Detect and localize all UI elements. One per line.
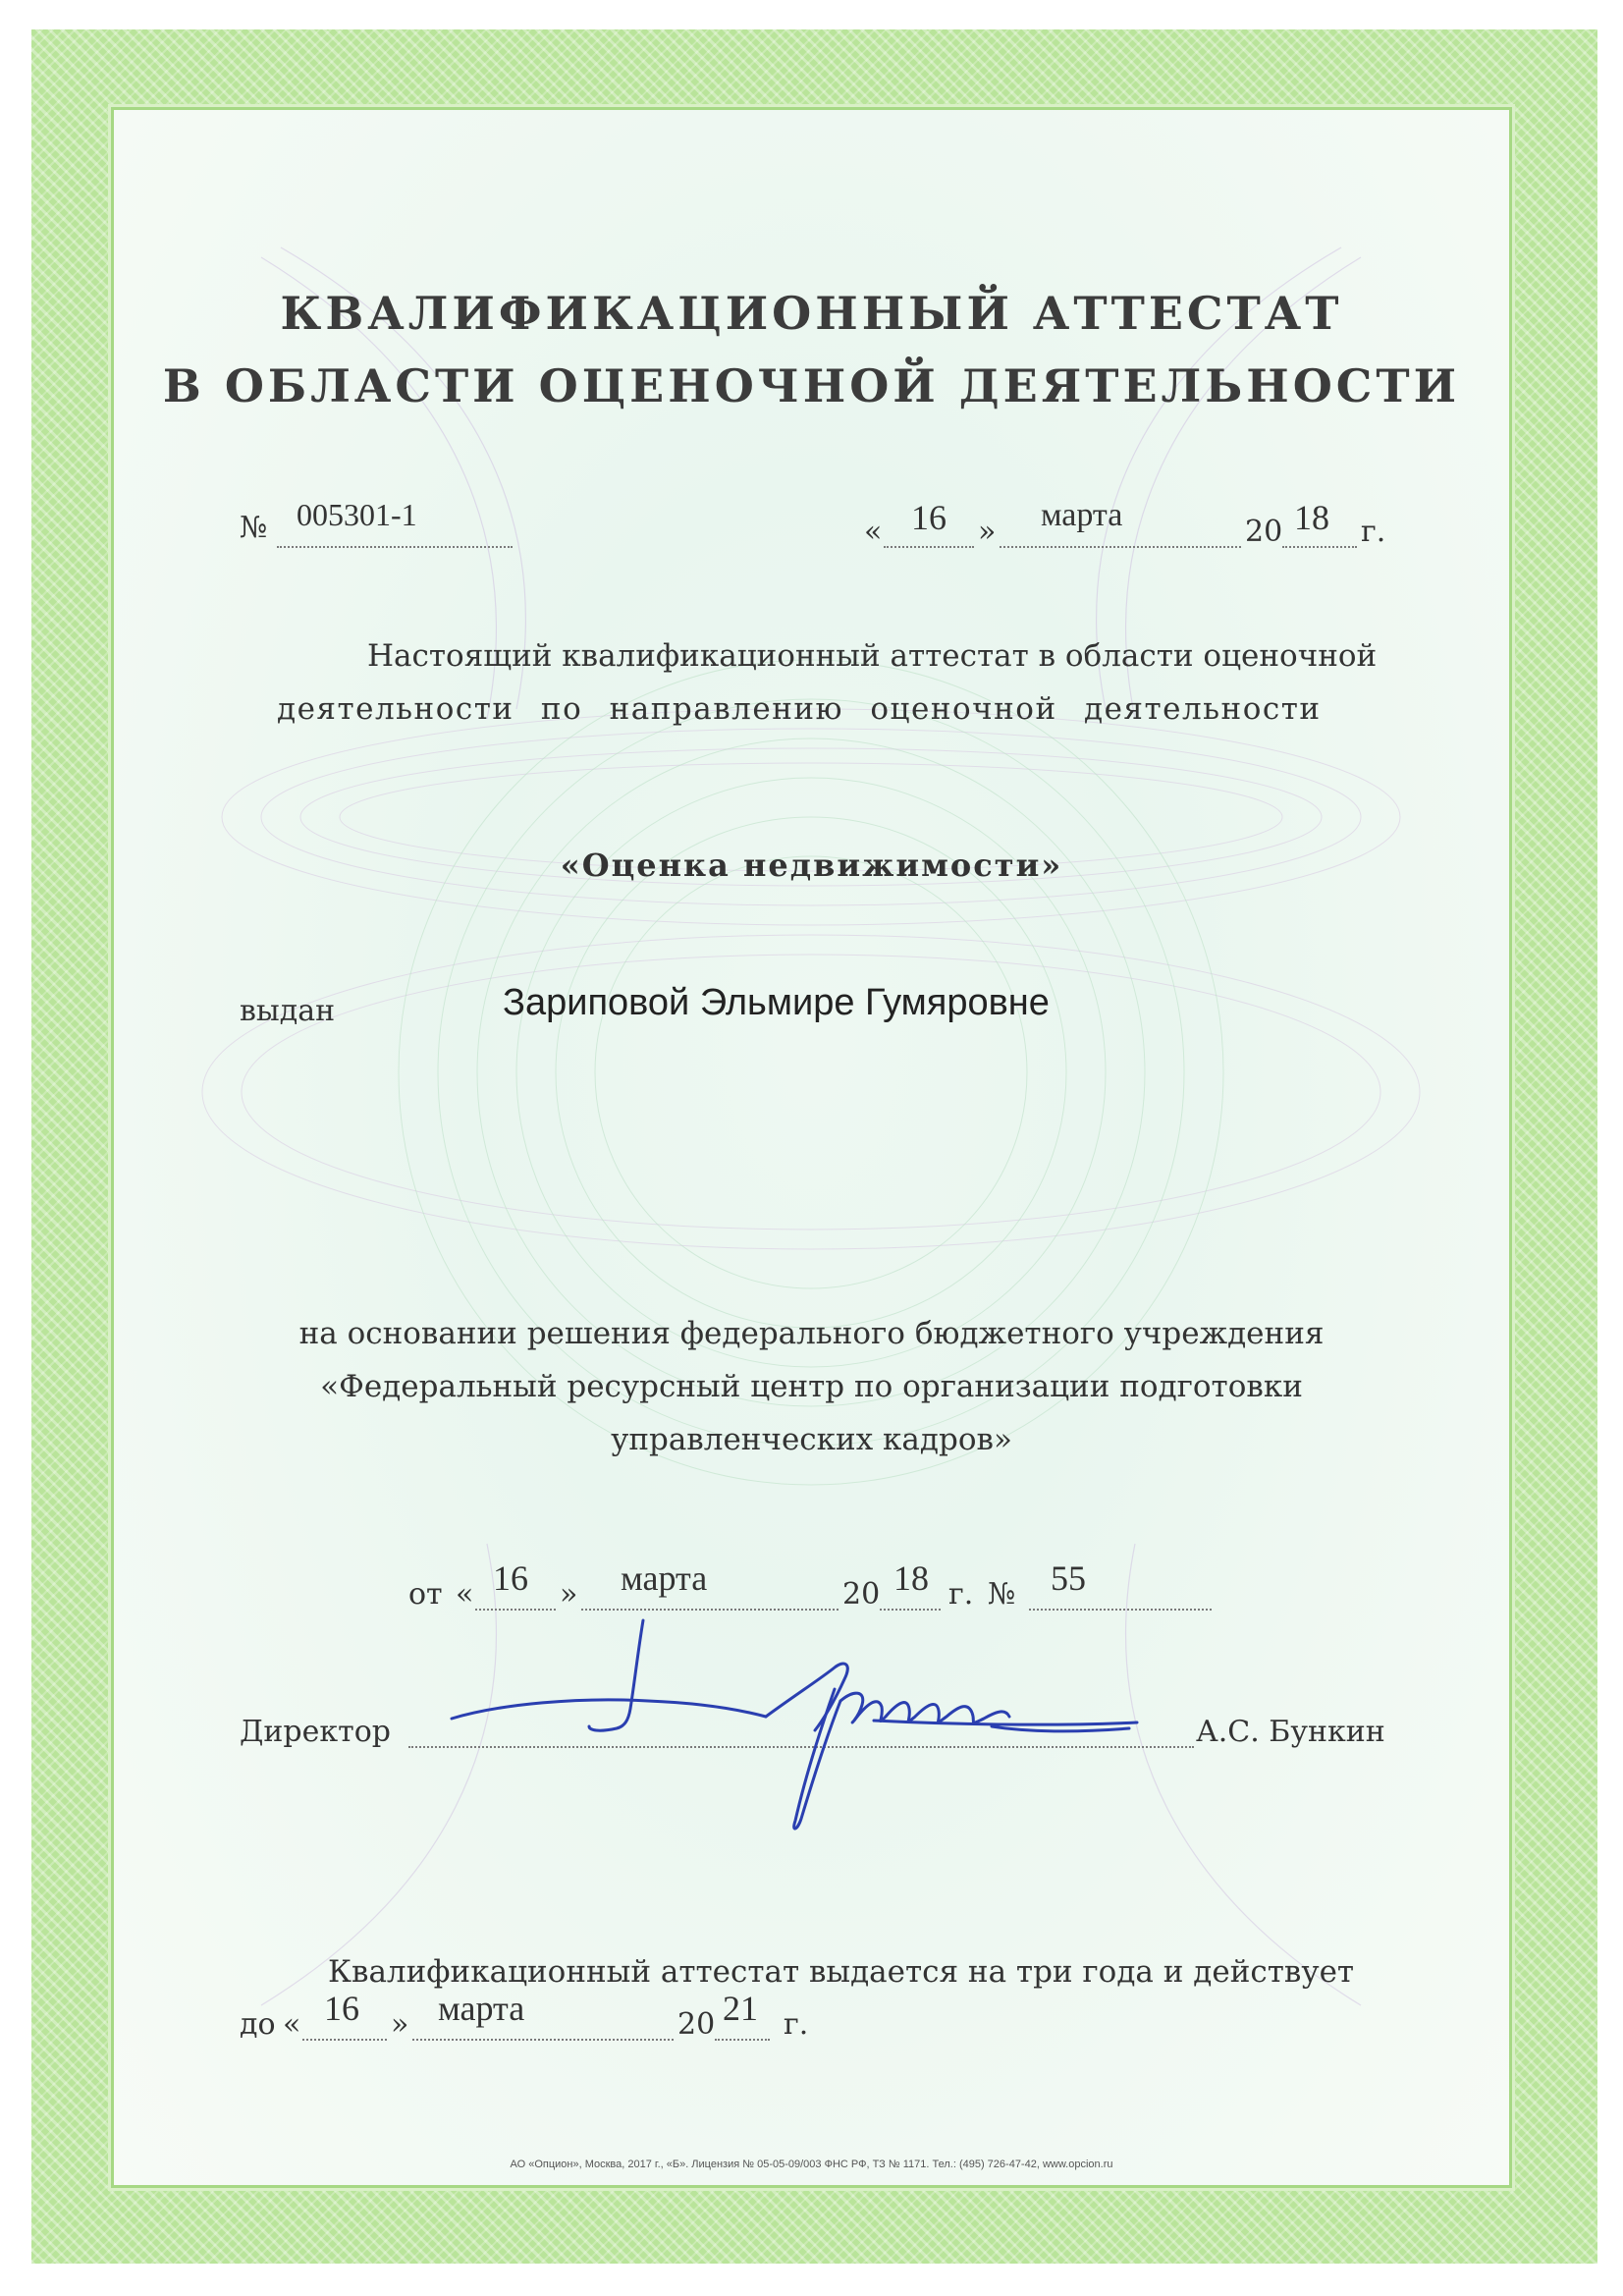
basis-line-1: на основании решения федерального бюджетного учреждения: [298, 1316, 1325, 1351]
basis-line-2: «Федеральный ресурсный центр по организации подготовки: [320, 1369, 1303, 1404]
intro-line-2: деятельности по направлению оценочной деятельности: [277, 691, 1322, 727]
valid-quote-close: »: [391, 2007, 409, 2042]
certificate-number: 005301-1: [297, 497, 417, 532]
issue-year: 18: [1294, 498, 1329, 537]
holder-name: Зариповой Эльмире Гумяровне: [503, 982, 1050, 1023]
decision-day: 16: [493, 1558, 528, 1598]
decision-quote-close: »: [560, 1577, 578, 1612]
decision-number-label: №: [988, 1577, 1016, 1612]
basis-line-3: управленческих кадров»: [611, 1422, 1012, 1457]
valid-month-underline: [412, 2039, 674, 2041]
valid-day-underline: [302, 2039, 387, 2041]
issue-day: 16: [911, 498, 947, 537]
number-underline: [277, 546, 513, 548]
issued-label: выдан: [240, 994, 336, 1028]
valid-year-underline: [715, 2039, 770, 2041]
valid-century: 20: [677, 2007, 716, 2042]
decision-century: 20: [842, 1577, 881, 1612]
number-label: №: [240, 511, 268, 545]
decision-from-label: от: [408, 1577, 443, 1612]
director-signature: [442, 1611, 1149, 1846]
valid-quote-open: «: [283, 2007, 301, 2042]
issue-quote-open: «: [864, 515, 883, 549]
issue-year-suffix: г.: [1361, 515, 1386, 549]
printer-footer: АО «Опцион», Москва, 2017 г., «Б». Лицензия № 05-05-09/003 ФНС РФ, ТЗ № 1171. Тел.: (495) 726-47-42, www.opcion.ru: [510, 2159, 1113, 2170]
valid-year-suffix: г.: [784, 2007, 809, 2042]
issue-month: марта: [1041, 497, 1123, 533]
decision-number: 55: [1051, 1558, 1086, 1598]
valid-month: марта: [438, 1989, 525, 2028]
signatory-name: А.С. Бункин: [1196, 1715, 1385, 1749]
intro-line-1: Настоящий квалификационный аттестат в области оценочной: [367, 638, 1378, 674]
decision-quote-open: «: [456, 1577, 474, 1612]
signatory-position: Директор: [240, 1715, 391, 1749]
title-line-1: КВАЛИФИКАЦИОННЫЙ АТТЕСТАТ: [280, 287, 1343, 340]
decision-year: 18: [893, 1558, 929, 1598]
guilloche-pattern: [114, 110, 1509, 2185]
decision-month: марта: [621, 1558, 708, 1598]
issue-century: 20: [1245, 515, 1283, 549]
valid-year: 21: [723, 1989, 758, 2028]
issue-month-underline: [1000, 546, 1241, 548]
direction-title: «Оценка недвижимости»: [560, 847, 1063, 884]
issue-quote-close: »: [978, 515, 997, 549]
decision-year-suffix: г.: [948, 1577, 974, 1612]
issue-day-underline: [884, 546, 974, 548]
valid-day: 16: [324, 1989, 359, 2028]
validity-line: Квалификационный аттестат выдается на три года и действует: [328, 1954, 1355, 1990]
title-line-2: В ОБЛАСТИ ОЦЕНОЧНОЙ ДЕЯТЕЛЬНОСТИ: [162, 359, 1461, 412]
valid-until-label: до: [240, 2007, 276, 2042]
issue-year-underline: [1282, 546, 1357, 548]
